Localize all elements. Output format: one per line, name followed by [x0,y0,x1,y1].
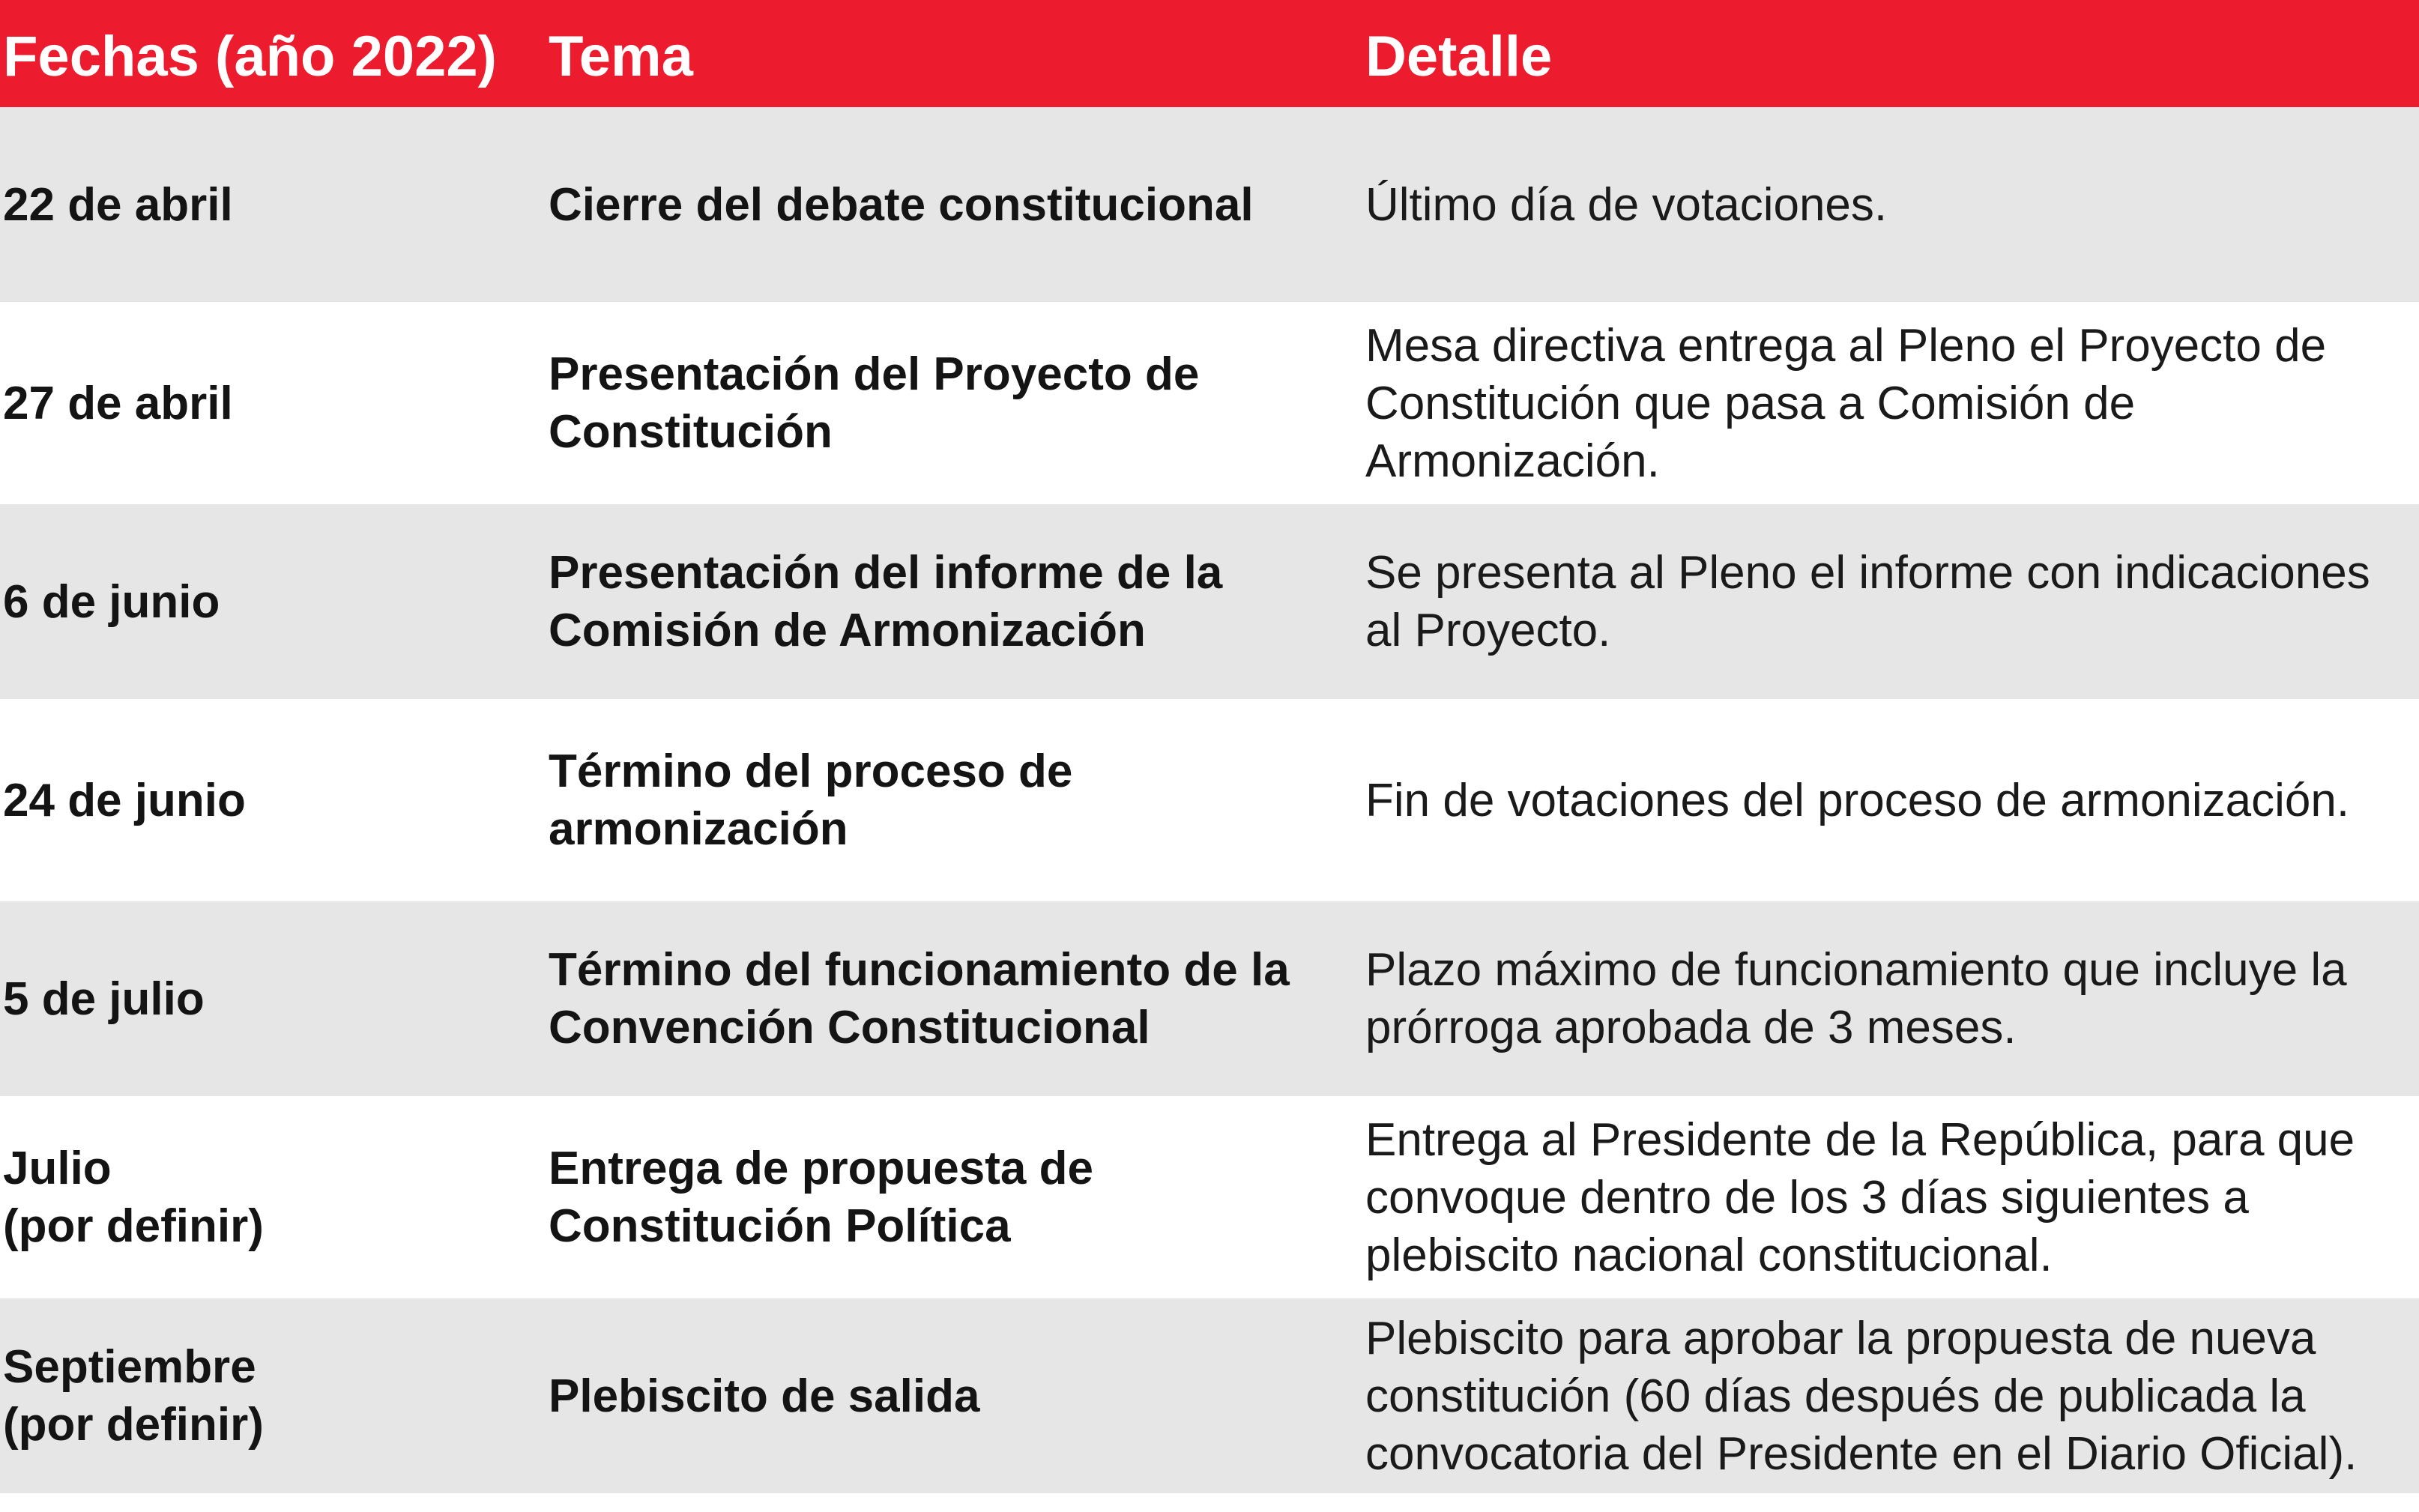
table-row [0,107,2419,302]
tema-text: Cierre del debate constitucional [549,178,1254,231]
detalle-text: Último día de votaciones. [1365,178,1888,231]
table-row [0,504,2419,699]
table-row [0,703,2419,898]
fecha-text: Septiembre (por definir) [3,1341,264,1451]
cell-detalle [1365,1298,2415,1493]
cell-detalle [1365,107,2415,302]
header-detalle: Detalle [1365,25,1553,88]
table-row [0,901,2419,1096]
detalle-text: Mesa directiva entrega al Pleno el Proyecto de Constitución que pasa a Comisión de Armonización. [1365,319,2327,487]
cell-fecha [3,901,528,1096]
detalle-text: Se presenta al Pleno el informe con indicaciones al Proyecto. [1365,547,2370,656]
detalle-text: Plazo máximo de funcionamiento que incluye la prórroga aprobada de 3 meses. [1365,944,2347,1053]
cell-fecha [3,107,528,302]
tema-text: Presentación del informe de la Comisión de Armonización [549,547,1223,656]
cell-tema [549,901,1343,1096]
cell-fecha [3,504,528,699]
cell-detalle [1365,306,2415,501]
cell-detalle [1365,901,2415,1096]
table-row [0,1100,2419,1295]
header-tema: Tema [549,25,693,88]
cell-tema [549,703,1343,898]
cell-fecha [3,703,528,898]
cell-fecha [3,1100,528,1295]
table-row [0,1298,2419,1493]
fecha-text: 6 de junio [3,575,220,628]
fecha-text: 27 de abril [3,377,233,429]
detalle-text: Plebiscito para aprobar la propuesta de nueva constitución (60 días después de publicada la convocatoria del Presidente en el Diario Oficial). [1365,1312,2358,1480]
tema-text: Plebiscito de salida [549,1370,980,1422]
table-header [0,0,2419,107]
tema-text: Presentación del Proyecto de Constitución [549,348,1200,458]
cell-tema [549,306,1343,501]
cell-detalle [1365,504,2415,699]
cell-fecha [3,1298,528,1493]
fecha-text: Julio (por definir) [3,1143,264,1252]
cell-tema [549,1100,1343,1295]
detalle-text: Fin de votaciones del proceso de armonización. [1365,774,2350,826]
cell-detalle [1365,703,2415,898]
cell-tema [549,504,1343,699]
tema-text: Término del proceso de armonización [549,746,1073,855]
cell-fecha [3,306,528,501]
fecha-text: 24 de junio [3,774,246,826]
fecha-text: 22 de abril [3,178,233,231]
table-row [0,306,2419,501]
detalle-text: Entrega al Presidente de la República, para que convoque dentro de los 3 días siguientes a plebiscito nacional constitucional. [1365,1113,2355,1281]
cell-tema [549,1298,1343,1493]
cell-detalle [1365,1100,2415,1295]
header-fechas: Fechas (año 2022) [3,25,497,88]
tema-text: Término del funcionamiento de la Convención Constitucional [549,944,1290,1053]
cell-tema [549,107,1343,302]
fecha-text: 5 de julio [3,973,205,1025]
tema-text: Entrega de propuesta de Constitución Política [549,1143,1093,1252]
